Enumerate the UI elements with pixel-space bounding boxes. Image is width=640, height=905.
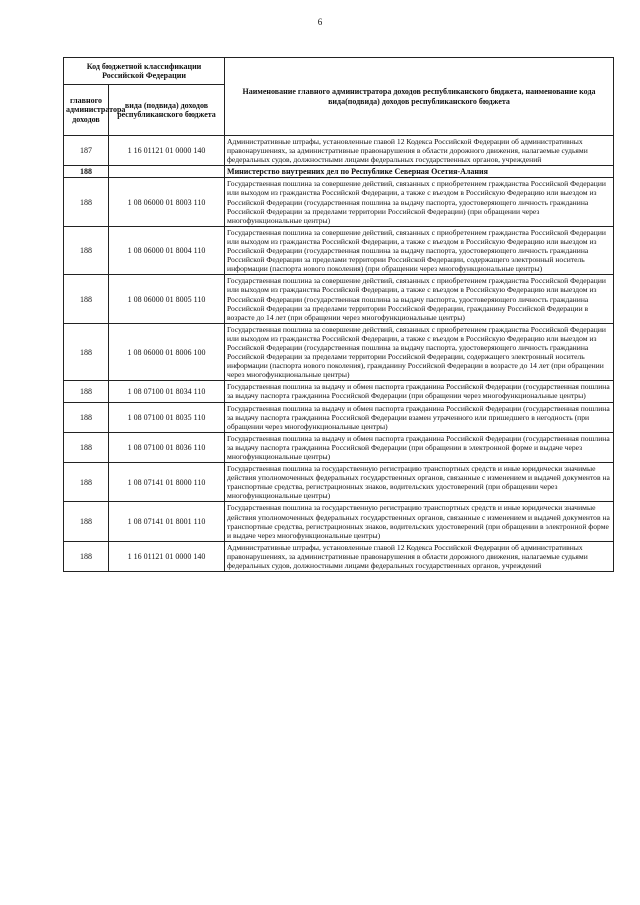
table-row — [64, 463, 614, 502]
page-number: 6 — [317, 17, 323, 27]
table-row — [64, 136, 614, 166]
income-name-cell: Административные штрафы, установленные главой 12 Кодекса Российской Федерации об административных правонарушениях, за административные правонарушения в области дорожного движения, налагаемые судьями федеральных судов, должностными лицами федеральных государственных органов, учреждений — [225, 541, 614, 571]
income-code-cell: 1 08 06000 01 8006 100 — [109, 323, 225, 381]
income-name-cell: Государственная пошлина за совершение действий, связанных с приобретением гражданства Российской Федерации или выходом из гражданства Российской Федерации, а также с въездом в Российскую Федерацию или выездом из Российской Федерации (государственная пошлина за выдачу паспорта, удостоверяющего личность гражданина Российской Федерации за пределами территории Российской Федерации) (при обращении через многофункциональные центры) — [225, 178, 614, 226]
income-name-cell: Государственная пошлина за государственную регистрацию транспортных средств и иные юридически значимые действия уполномоченных федеральных государственных органов, связанные с изменением и выдачей документов на транспортные средства, регистрационных знаков, водительских удостоверений (при обращении в электронной форме и выдаче через многофункциональные центры) — [225, 502, 614, 541]
section-title-cell: Министерство внутренних дел по Республике Северная Осетия-Алания — [225, 166, 614, 178]
income-code-cell: 1 08 07100 01 8035 110 — [109, 402, 225, 432]
admin-code-cell: 188 — [64, 402, 109, 432]
income-code-cell: 1 08 07141 01 8000 110 — [109, 463, 225, 502]
admin-code-cell: 188 — [64, 275, 109, 323]
table-row — [64, 502, 614, 541]
admin-code-cell: 187 — [64, 136, 109, 166]
table-row — [64, 432, 614, 462]
header-code-group: Код бюджетной классификации Российской Федерации — [64, 58, 225, 85]
header-type: вида (подвида) доходов республиканского бюджета — [109, 85, 225, 136]
income-name-cell: Государственная пошлина за выдачу и обмен паспорта гражданина Российской Федерации (государственная пошлина за выдачу паспорта гражданина Российской Федерации (при обращении в электронной форме и выдаче через многофункциональные центры) — [225, 432, 614, 462]
income-code-cell: 1 08 07100 01 8034 110 — [109, 381, 225, 402]
income-code-cell — [109, 166, 225, 178]
admin-code-cell: 188 — [64, 463, 109, 502]
table-row — [64, 275, 614, 323]
admin-code-cell: 188 — [64, 166, 109, 178]
table-row — [64, 381, 614, 402]
header-name: Наименование главного администратора доходов республиканского бюджета, наименование кода вида(подвида) доходов республиканского бюджета — [225, 58, 614, 136]
income-code-cell: 1 08 07100 01 8036 110 — [109, 432, 225, 462]
income-code-cell: 1 16 01121 01 0000 140 — [109, 136, 225, 166]
table-row — [64, 541, 614, 571]
income-name-cell: Государственная пошлина за выдачу и обмен паспорта гражданина Российской Федерации (государственная пошлина за выдачу паспорта гражданина Российской Федерации взамен утраченного или пришедшего в негодность (при обращении через многофункциональные центры) — [225, 402, 614, 432]
income-name-cell: Государственная пошлина за выдачу и обмен паспорта гражданина Российской Федерации (государственная пошлина за выдачу паспорта гражданина Российской Федерации (при обращении через многофункциональные центры) — [225, 381, 614, 402]
income-code-cell: 1 08 07141 01 8001 110 — [109, 502, 225, 541]
admin-code-cell: 188 — [64, 323, 109, 381]
income-name-cell: Государственная пошлина за государственную регистрацию транспортных средств и иные юридически значимые действия уполномоченных федеральных государственных органов, связанные с изменением и выдачей документов на транспортные средства, регистрационных знаков, водительских удостоверений (при обращении через многофункциональные центры) — [225, 463, 614, 502]
income-name-cell: Административные штрафы, установленные главой 12 Кодекса Российской Федерации об административных правонарушениях, за административные правонарушения в области дорожного движения, налагаемые судьями федеральных судов, должностными лицами федеральных государственных органов, учреждений — [225, 136, 614, 166]
income-name-cell: Государственная пошлина за совершение действий, связанных с приобретением гражданства Российской Федерации или выходом из гражданства Российской Федерации, а также с въездом в Российскую Федерацию или выездом из Российской Федерации (государственная пошлина за выдачу паспорта, удостоверяющего личность гражданина Российской Федерации за пределами территории Российской Федерации, содержащего электронный носитель информации (паспорта нового поколения) (при обращении через многофункциональные центры) — [225, 226, 614, 274]
admin-code-cell: 188 — [64, 541, 109, 571]
income-code-cell: 1 08 06000 01 8003 110 — [109, 178, 225, 226]
table-row — [64, 178, 614, 226]
admin-code-cell: 188 — [64, 226, 109, 274]
table-row — [64, 323, 614, 381]
table-row — [64, 226, 614, 274]
budget-code-table — [63, 57, 614, 572]
admin-code-cell: 188 — [64, 432, 109, 462]
income-code-cell: 1 08 06000 01 8004 110 — [109, 226, 225, 274]
table-body — [64, 136, 614, 572]
table-row — [64, 402, 614, 432]
income-name-cell: Государственная пошлина за совершение действий, связанных с приобретением гражданства Российской Федерации или выходом из гражданства Российской Федерации, а также с въездом в Российскую Федерацию или выездом из Российской Федерации (государственная пошлина за выдачу паспорта, удостоверяющего личность гражданина Российской Федерации за пределами территории Российской Федерации, содержащего электронный носитель информации (паспорта нового поколения), гражданину Российской Федерации в возрасте до 14 лет (при обращении через многофункциональные центры) — [225, 323, 614, 381]
header-admin: главного администратора доходов — [64, 85, 109, 136]
income-code-cell: 1 16 01121 01 0000 140 — [109, 541, 225, 571]
income-name-cell: Государственная пошлина за совершение действий, связанных с приобретением гражданства Российской Федерации или выходом из гражданства Российской Федерации, а также с въездом в Российскую Федерацию или выездом из Российской Федерации (государственная пошлина за выдачу паспорта, удостоверяющего личность гражданина Российской Федерации за пределами территории Российской Федерации, гражданину Российской Федерации в возрасте до 14 лет (при обращении через многофункциональные центры) — [225, 275, 614, 323]
admin-code-cell: 188 — [64, 178, 109, 226]
admin-code-cell: 188 — [64, 502, 109, 541]
income-code-cell: 1 08 06000 01 8005 110 — [109, 275, 225, 323]
admin-code-cell: 188 — [64, 381, 109, 402]
section-row — [64, 166, 614, 178]
